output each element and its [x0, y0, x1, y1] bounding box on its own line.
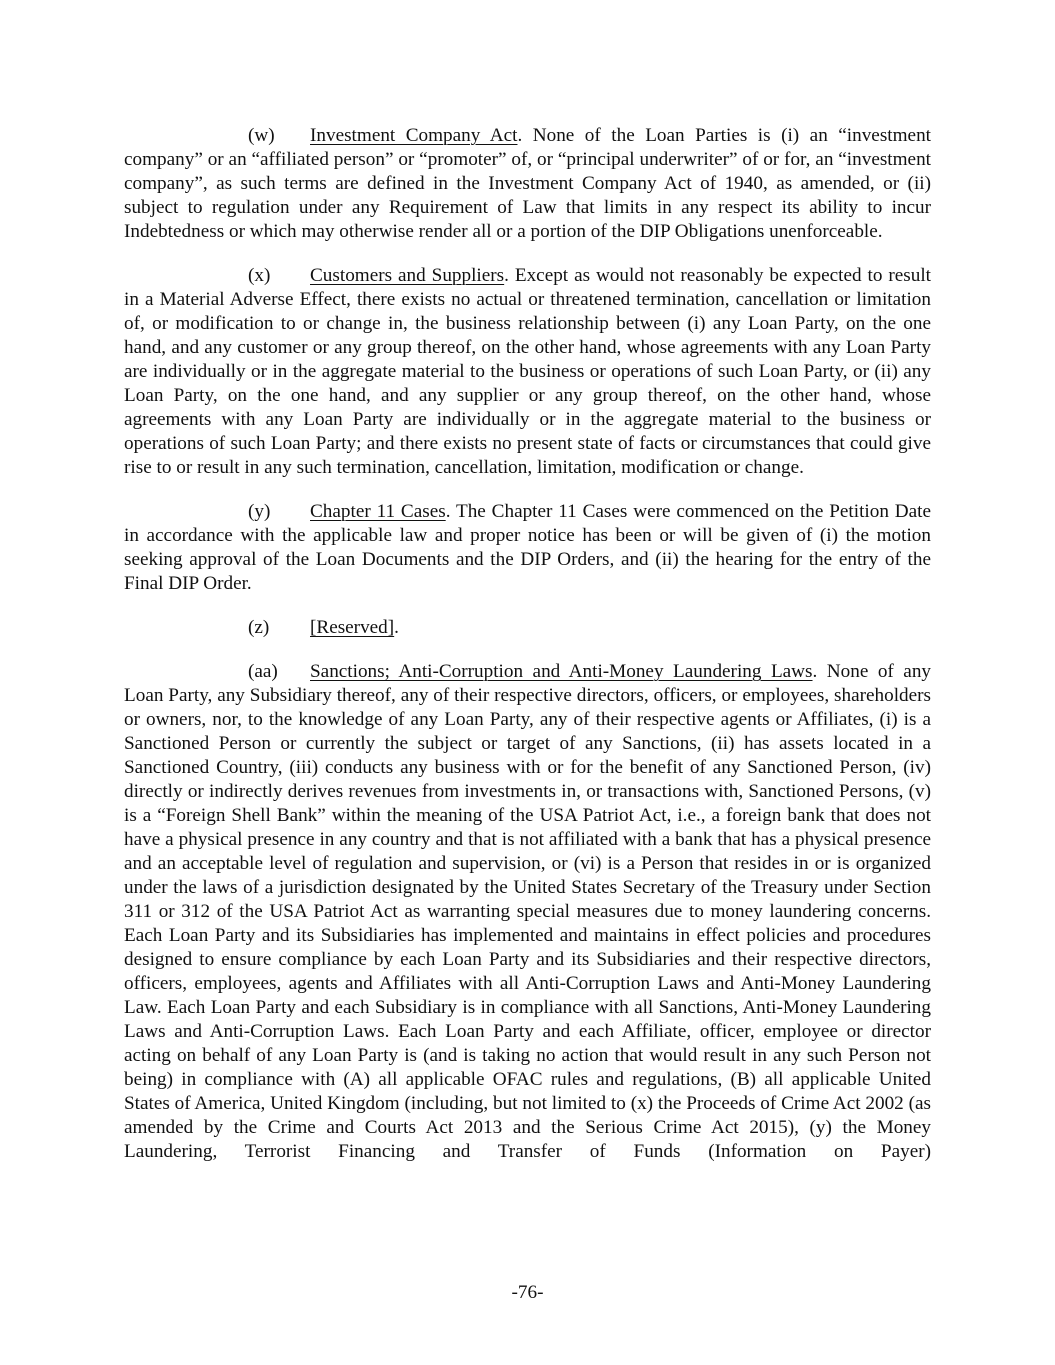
section-text: . None of the Loan Parties is (i) an “investment company” or an “affiliated person” or “promoter” of, or “principal underwriter” of or for, an “investment company”, as such terms are defined in the Investment Company Act of 1940, as amended, or (ii) subject to regulation under any Requirement of Law that limits in any respect its ability to incur Indebtedness or which may otherwise render all or a portion of the DIP Obligations unenforceable. [124, 125, 931, 242]
document-body [124, 124, 931, 1164]
section-text: . [394, 617, 399, 638]
section-y [124, 500, 931, 596]
section-label: (z) [248, 617, 270, 638]
section-w [124, 124, 931, 244]
section-text: . None of any Loan Party, any Subsidiary thereof, any of their respective directors, officers, or employees, shareholders or owners, nor, to the knowledge of any Loan Party, any of their respective agents or Affiliates, (i) is a Sanctioned Person or currently the subject or target of any Sanctions, (ii) has assets located in a Sanctioned Country, (iii) conducts any business with or for the benefit of any Sanctioned Person, (iv) directly or indirectly derives revenues from investments in, or transactions with, Sanctioned Persons, (v) is a “Foreign Shell Bank” within the meaning of the USA Patriot Act, i.e., a foreign bank that does not have a physical presence in any country and that is not affiliated with a bank that has a physical presence and an acceptable level of regulation and supervision, or (vi) is a Person that resides in or is organized under the laws of a jurisdiction designated by the United States Secretary of the Treasury under Section 311 or 312 of the USA Patriot Act as warranting special measures due to money laundering concerns. Each Loan Party and its Subsidiaries has implemented and maintains in effect policies and procedures designed to ensure compliance by each Loan Party and its Subsidiaries and their respective directors, officers, employees, agents and Affiliates with all Anti-Corruption Laws and Anti-Money Laundering Law. Each Loan Party and each Subsidiary is in compliance with all Sanctions, Anti-Money Laundering Laws and Anti-Corruption Laws. Each Loan Party and each Affiliate, officer, employee or director acting on behalf of any Loan Party is (and is taking no action that would result in any such Person not being) in compliance with (A) all applicable OFAC rules and regulations, (B) all applicable United States of America, United Kingdom (including, but not limited to (x) the Proceeds of Crime Act 2002 (as amended by the Crime and Courts Act 2013 and the Serious Crime Act 2015), (y) the Money Laundering, Terrorist Financing and Transfer of Funds (Information on Payer) [124, 661, 932, 1162]
section-aa [124, 660, 931, 1164]
section-text: . Except as would not reasonably be expected to result in a Material Adverse Effect, there exists no actual or threatened termination, cancellation or limitation of, or modification to or change in, the business relationship between (i) any Loan Party, on the one hand, and any customer or any group thereof, on the other hand, whose agreements with any Loan Party are individually or in the aggregate material to the business or operations of such Loan Party, or (ii) any Loan Party, on the one hand, and any supplier or any group thereof, on the other hand, whose agreements with any Loan Party are individually or in the aggregate material to the business or operations of such Loan Party; and there exists no present state of facts or circumstances that could give rise to or result in any such termination, cancellation, limitation, modification or change. [124, 265, 931, 478]
section-label: (w) [248, 125, 275, 146]
section-heading: [Reserved] [310, 617, 395, 638]
page-number: -76- [511, 1282, 544, 1303]
section-label: (y) [248, 501, 271, 522]
section-heading: Investment Company Act [310, 125, 518, 146]
section-z [124, 616, 931, 640]
section-heading: Sanctions; Anti-Corruption and Anti-Money Laundering Laws [310, 661, 813, 682]
section-label: (x) [248, 265, 271, 286]
section-label: (aa) [248, 661, 278, 682]
section-heading: Chapter 11 Cases [310, 501, 446, 522]
section-heading: Customers and Suppliers [310, 265, 505, 286]
section-x [124, 264, 931, 480]
section-text: . The Chapter 11 Cases were commenced on the Petition Date in accordance with the applicable law and proper notice has been or will be given of (i) the motion seeking approval of the Loan Documents and the DIP Orders, and (ii) the hearing for the entry of the Final DIP Order. [124, 501, 931, 594]
